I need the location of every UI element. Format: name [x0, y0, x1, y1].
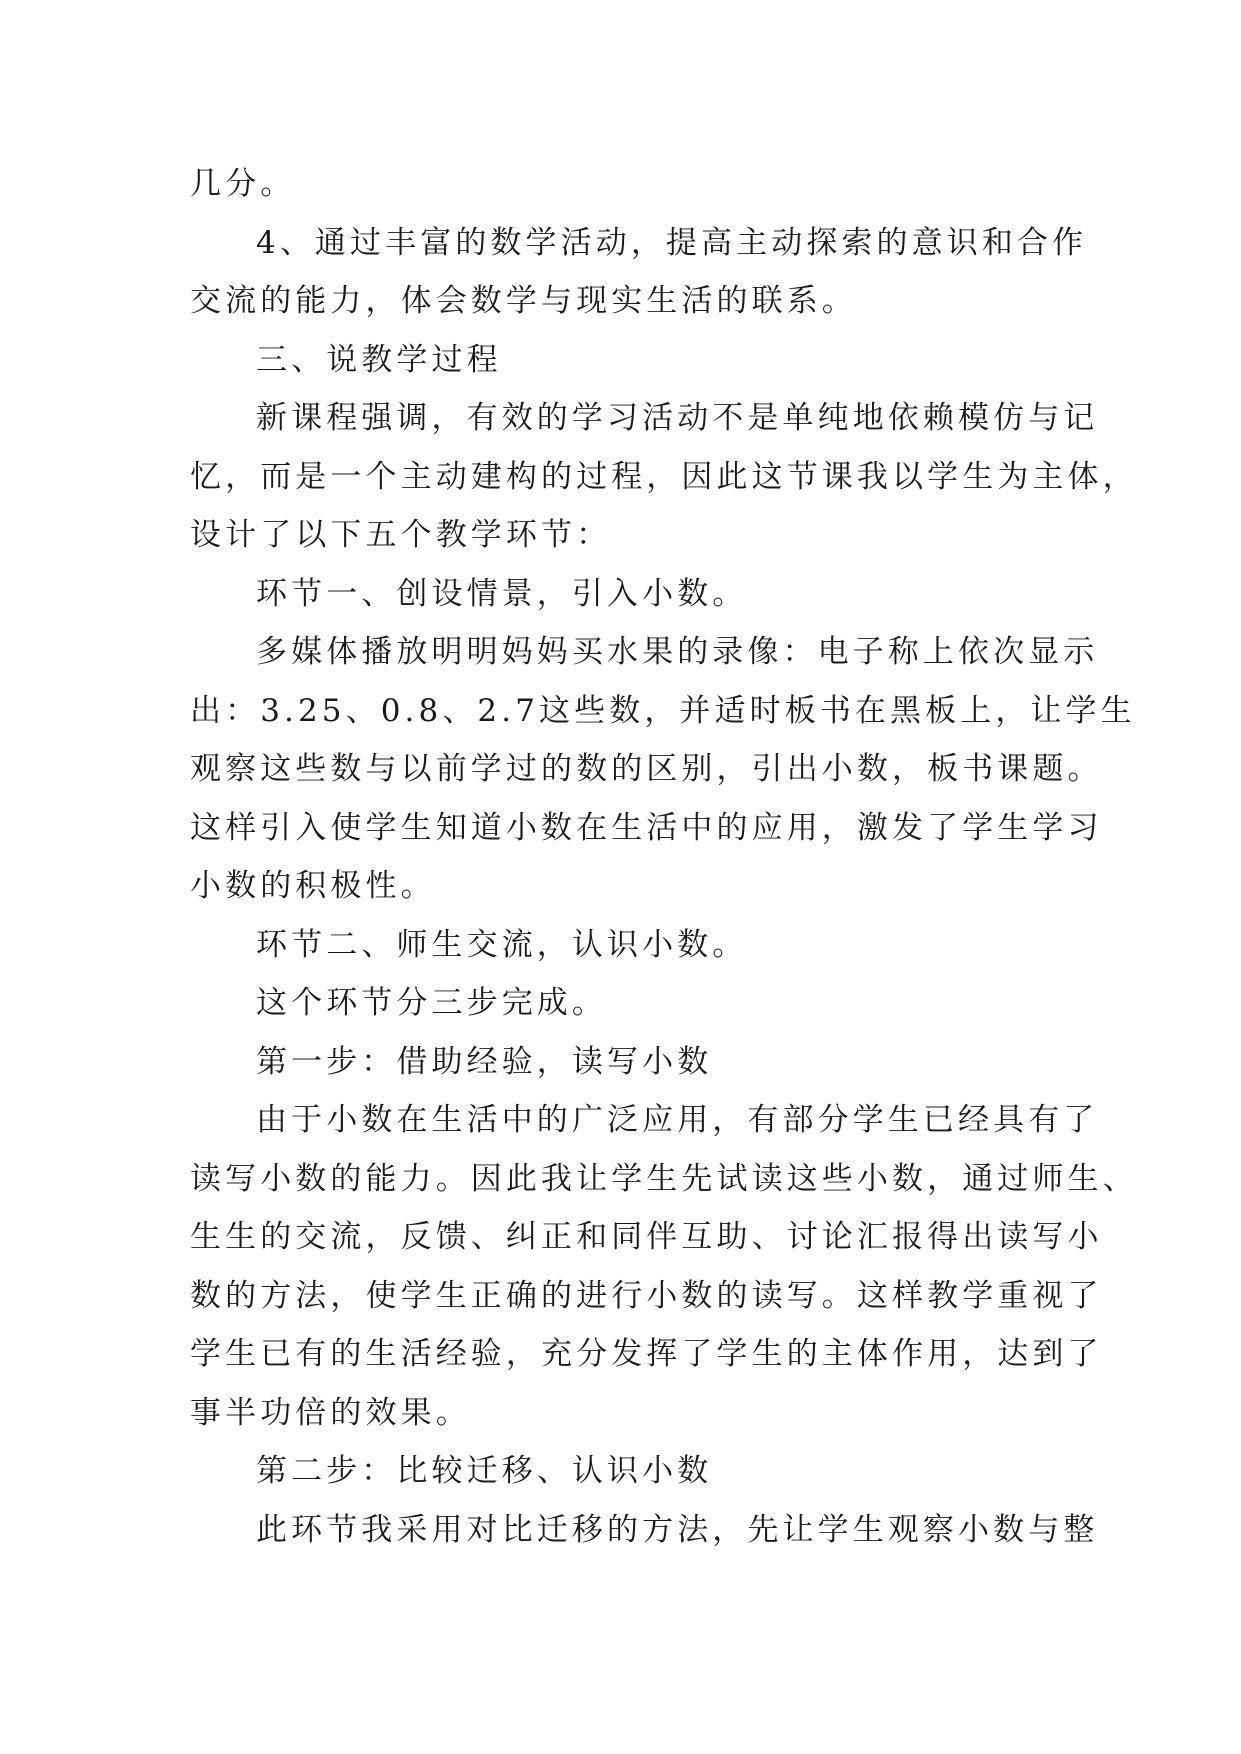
text-line: 数的方法，使学生正确的进行小数的读写。这样教学重视了 [190, 1277, 1103, 1314]
subsection-heading: 环节一、创设情景，引入小数。 [256, 575, 748, 612]
text-line: 由于小数在生活中的广泛应用，有部分学生已经具有了 [256, 1102, 1099, 1138]
text-line: 交流的能力，体会数学与现实生活的联系。 [190, 283, 857, 319]
section-heading: 三、说教学过程 [256, 341, 502, 378]
text-line: 新课程强调，有效的学习活动不是单纯地依赖模仿与记 [256, 400, 1099, 436]
text-line: 学生已有的生活经验，充分发挥了学生的主体作用，达到了 [190, 1336, 1103, 1372]
step-heading: 第一步：借助经验，读写小数 [256, 1043, 713, 1080]
text-line: 几分。 [190, 166, 296, 202]
text-line: 事半功倍的效果。 [190, 1394, 471, 1431]
text-line: 这样引入使学生知道小数在生活中的应用，激发了学生学习 [190, 809, 1103, 846]
text-line: 忆，而是一个主动建构的过程，因此这节课我以学生为主体， [190, 458, 1138, 495]
text-line: 出：3.25、0.8、2.7这些数，并适时板书在黑板上，让学生 [190, 692, 1136, 729]
step-heading: 第二步：比较迁移、认识小数 [256, 1453, 713, 1489]
text-line: 设计了以下五个教学环节： [190, 517, 612, 553]
text-line: 观察这些数与以前学过的数的区别，引出小数，板书课题。 [190, 751, 1103, 787]
text-line: 小数的积极性。 [190, 868, 436, 904]
document-body [190, 155, 1138, 1559]
text-line: 生生的交流，反馈、纠正和同伴互助、讨论汇报得出读写小 [190, 1219, 1103, 1255]
subsection-heading: 环节二、师生交流，认识小数。 [256, 926, 748, 963]
text-line: 此环节我采用对比迁移的方法，先让学生观察小数与整 [256, 1511, 1099, 1548]
text-line: 4、通过丰富的数学活动，提高主动探索的意识和合作 [256, 224, 1088, 261]
text-line: 这个环节分三步完成。 [256, 985, 607, 1021]
text-line: 读写小数的能力。因此我让学生先试读这些小数，通过师生、 [190, 1160, 1138, 1197]
text-line: 多媒体播放明明妈妈买水果的录像：电子称上依次显示 [256, 634, 1099, 670]
